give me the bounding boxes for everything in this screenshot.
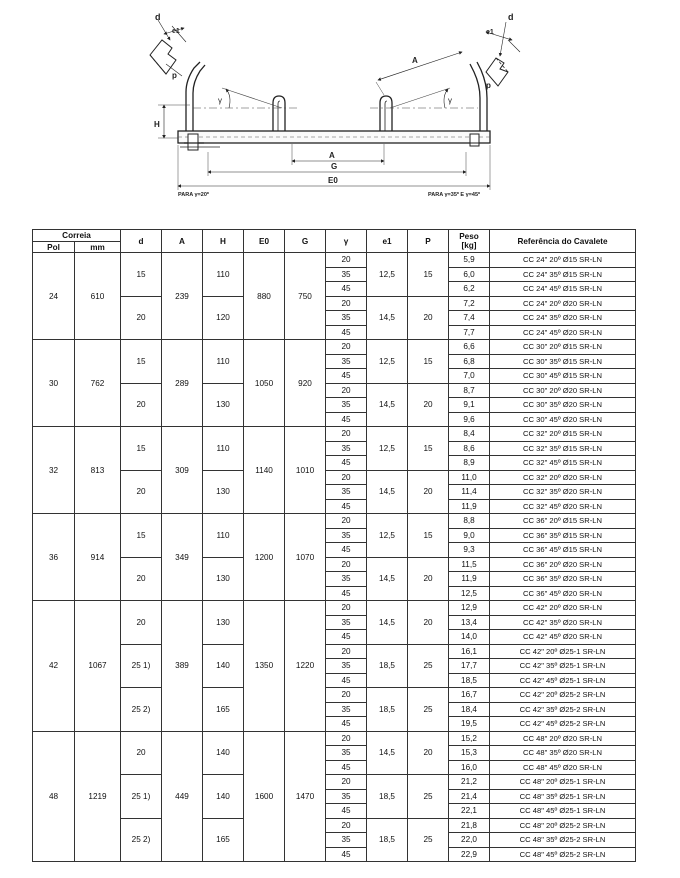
cell-d: 15	[121, 514, 162, 558]
header-G: G	[285, 230, 326, 253]
wing-rod-right	[470, 64, 480, 131]
cell-e1: 14,5	[367, 601, 408, 645]
cell-A: 289	[162, 340, 203, 427]
cell-E0: 1050	[244, 340, 285, 427]
cell-ref: CC 36" 35º Ø20 SR-LN	[490, 572, 636, 587]
header-ref: Referência do Cavalete	[490, 230, 636, 253]
cell-y: 45	[326, 586, 367, 601]
cell-ref: CC 36" 20º Ø15 SR-LN	[490, 514, 636, 529]
cell-y: 35	[326, 354, 367, 369]
label-e1-left: e1	[172, 28, 180, 35]
label-d-left: d	[155, 12, 161, 22]
cell-P: 15	[408, 253, 449, 297]
cell-y: 45	[326, 369, 367, 384]
cell-E0: 880	[244, 253, 285, 340]
cell-e1: 14,5	[367, 557, 408, 601]
table-row	[33, 514, 636, 529]
label-p-right: p	[486, 81, 491, 90]
cell-peso: 6,2	[449, 282, 490, 297]
cell-E0: 1200	[244, 514, 285, 601]
cell-d: 25 1)	[121, 775, 162, 819]
cell-H: 130	[203, 601, 244, 645]
cell-peso: 16,0	[449, 760, 490, 775]
cell-ref: CC 32" 20º Ø20 SR-LN	[490, 470, 636, 485]
cell-A: 389	[162, 601, 203, 732]
cell-G: 1070	[285, 514, 326, 601]
cell-H: 130	[203, 383, 244, 427]
cell-ref: CC 48" 45º Ø20 SR-LN	[490, 760, 636, 775]
cell-e1: 14,5	[367, 470, 408, 514]
cell-y: 20	[326, 688, 367, 703]
cell-d: 15	[121, 253, 162, 297]
header-mm: mm	[75, 242, 121, 253]
cell-e1: 12,5	[367, 427, 408, 471]
table-row	[33, 340, 636, 355]
header-d: d	[121, 230, 162, 253]
cell-A: 309	[162, 427, 203, 514]
cell-y: 20	[326, 644, 367, 659]
cell-ref: CC 36" 45º Ø20 SR-LN	[490, 586, 636, 601]
table-row	[33, 296, 636, 311]
cell-y: 20	[326, 470, 367, 485]
table-row	[33, 601, 636, 616]
cell-y: 20	[326, 731, 367, 746]
cell-peso: 12,5	[449, 586, 490, 601]
cell-d: 20	[121, 557, 162, 601]
cell-mm: 914	[75, 514, 121, 601]
label-gamma-right: γ	[448, 96, 452, 105]
cell-peso: 21,4	[449, 789, 490, 804]
cell-ref: CC 42" 35º Ø25-1 SR-LN	[490, 659, 636, 674]
cell-ref: CC 30" 20º Ø20 SR-LN	[490, 383, 636, 398]
cell-peso: 11,9	[449, 499, 490, 514]
cell-y: 20	[326, 427, 367, 442]
cell-y: 45	[326, 673, 367, 688]
cell-e1: 18,5	[367, 775, 408, 819]
cell-ref: CC 48" 20º Ø20 SR-LN	[490, 731, 636, 746]
table-row	[33, 557, 636, 572]
cell-peso: 16,1	[449, 644, 490, 659]
label-d-right: d	[508, 12, 514, 22]
cell-y: 35	[326, 267, 367, 282]
cell-y: 35	[326, 789, 367, 804]
cell-e1: 12,5	[367, 340, 408, 384]
cell-peso: 11,5	[449, 557, 490, 572]
cell-y: 35	[326, 659, 367, 674]
label-gamma-left: γ	[218, 96, 222, 105]
cell-pol: 48	[33, 731, 75, 862]
cell-ref: CC 30" 45º Ø15 SR-LN	[490, 369, 636, 384]
cell-P: 25	[408, 775, 449, 819]
cell-y: 20	[326, 775, 367, 790]
cell-P: 25	[408, 644, 449, 688]
spec-table	[32, 229, 636, 862]
cell-peso: 22,9	[449, 847, 490, 862]
label-A: A	[329, 151, 335, 160]
cell-P: 20	[408, 557, 449, 601]
cell-H: 140	[203, 731, 244, 775]
cell-y: 45	[326, 412, 367, 427]
cell-peso: 18,4	[449, 702, 490, 717]
cell-E0: 1350	[244, 601, 285, 732]
cell-peso: 11,9	[449, 572, 490, 587]
cell-ref: CC 42" 45º Ø25-1 SR-LN	[490, 673, 636, 688]
cell-H: 110	[203, 514, 244, 558]
header-e1: e1	[367, 230, 408, 253]
spec-table-body	[33, 253, 636, 862]
cell-ref: CC 48" 45º Ø25-2 SR-LN	[490, 847, 636, 862]
cell-peso: 6,0	[449, 267, 490, 282]
cell-ref: CC 30" 35º Ø15 SR-LN	[490, 354, 636, 369]
cell-ref: CC 36" 20º Ø20 SR-LN	[490, 557, 636, 572]
cell-A: 239	[162, 253, 203, 340]
cell-H: 140	[203, 775, 244, 819]
cell-mm: 762	[75, 340, 121, 427]
cell-peso: 14,0	[449, 630, 490, 645]
cell-y: 45	[326, 760, 367, 775]
cell-d: 25 2)	[121, 688, 162, 732]
cell-ref: CC 30" 35º Ø20 SR-LN	[490, 398, 636, 413]
cell-peso: 18,5	[449, 673, 490, 688]
cell-d: 25 2)	[121, 818, 162, 862]
cell-y: 45	[326, 456, 367, 471]
cell-ref: CC 24" 45º Ø20 SR-LN	[490, 325, 636, 340]
cell-G: 750	[285, 253, 326, 340]
table-row	[33, 253, 636, 268]
cell-ref: CC 32" 35º Ø20 SR-LN	[490, 485, 636, 500]
header-correia: Correia	[33, 230, 121, 242]
cell-P: 20	[408, 731, 449, 775]
cell-e1: 18,5	[367, 818, 408, 862]
cell-peso: 16,7	[449, 688, 490, 703]
cell-y: 20	[326, 818, 367, 833]
cell-peso: 8,8	[449, 514, 490, 529]
cell-peso: 8,7	[449, 383, 490, 398]
cell-pol: 32	[33, 427, 75, 514]
cell-y: 35	[326, 833, 367, 848]
cell-y: 35	[326, 702, 367, 717]
cell-e1: 14,5	[367, 383, 408, 427]
cell-ref: CC 36" 35º Ø15 SR-LN	[490, 528, 636, 543]
cell-peso: 7,0	[449, 369, 490, 384]
cell-H: 165	[203, 818, 244, 862]
cell-y: 20	[326, 340, 367, 355]
cell-y: 35	[326, 311, 367, 326]
cell-mm: 1219	[75, 731, 121, 862]
cell-peso: 21,2	[449, 775, 490, 790]
cell-ref: CC 42" 35º Ø25-2 SR-LN	[490, 702, 636, 717]
cell-peso: 6,8	[449, 354, 490, 369]
cell-P: 20	[408, 383, 449, 427]
cell-ref: CC 42" 45º Ø20 SR-LN	[490, 630, 636, 645]
cell-e1: 18,5	[367, 644, 408, 688]
cell-y: 35	[326, 441, 367, 456]
cell-peso: 9,1	[449, 398, 490, 413]
cell-ref: CC 32" 45º Ø20 SR-LN	[490, 499, 636, 514]
cell-ref: CC 48" 20º Ø25-1 SR-LN	[490, 775, 636, 790]
cell-y: 35	[326, 746, 367, 761]
detail-bracket-left	[150, 20, 186, 76]
technical-drawing	[0, 0, 680, 215]
cell-peso: 22,0	[449, 833, 490, 848]
cell-ref: CC 48" 35º Ø25-2 SR-LN	[490, 833, 636, 848]
cell-peso: 17,7	[449, 659, 490, 674]
cell-d: 20	[121, 601, 162, 645]
cell-d: 20	[121, 470, 162, 514]
label-p-left: p	[172, 71, 177, 80]
cell-ref: CC 48" 45º Ø25-1 SR-LN	[490, 804, 636, 819]
cell-peso: 8,4	[449, 427, 490, 442]
label-e1-right: e1	[486, 29, 494, 36]
cell-peso: 15,3	[449, 746, 490, 761]
cell-ref: CC 24" 35º Ø20 SR-LN	[490, 311, 636, 326]
header-y: γ	[326, 230, 367, 253]
cell-ref: CC 36" 45º Ø15 SR-LN	[490, 543, 636, 558]
cell-mm: 813	[75, 427, 121, 514]
header-H: H	[203, 230, 244, 253]
cell-G: 920	[285, 340, 326, 427]
header-E0: E0	[244, 230, 285, 253]
cell-ref: CC 30" 20º Ø15 SR-LN	[490, 340, 636, 355]
cell-P: 20	[408, 296, 449, 340]
cell-E0: 1140	[244, 427, 285, 514]
cell-ref: CC 24" 20º Ø20 SR-LN	[490, 296, 636, 311]
cell-y: 20	[326, 514, 367, 529]
cell-d: 15	[121, 340, 162, 384]
cell-ref: CC 24" 45º Ø15 SR-LN	[490, 282, 636, 297]
table-row	[33, 470, 636, 485]
table-row	[33, 383, 636, 398]
cell-peso: 9,0	[449, 528, 490, 543]
header-peso: Peso [kg]	[449, 230, 490, 253]
cell-ref: CC 30" 45º Ø20 SR-LN	[490, 412, 636, 427]
cell-e1: 18,5	[367, 688, 408, 732]
cell-peso: 11,0	[449, 470, 490, 485]
cell-y: 35	[326, 485, 367, 500]
cell-y: 35	[326, 528, 367, 543]
cell-pol: 36	[33, 514, 75, 601]
cell-y: 20	[326, 296, 367, 311]
cell-ref: CC 24" 35º Ø15 SR-LN	[490, 267, 636, 282]
cell-y: 20	[326, 601, 367, 616]
table-row	[33, 688, 636, 703]
cell-e1: 14,5	[367, 296, 408, 340]
cell-peso: 6,6	[449, 340, 490, 355]
cell-y: 45	[326, 325, 367, 340]
cell-H: 165	[203, 688, 244, 732]
cell-y: 45	[326, 847, 367, 862]
cell-peso: 9,3	[449, 543, 490, 558]
cell-ref: CC 48" 35º Ø20 SR-LN	[490, 746, 636, 761]
cell-P: 20	[408, 601, 449, 645]
cell-y: 35	[326, 615, 367, 630]
cell-ref: CC 42" 20º Ø25-1 SR-LN	[490, 644, 636, 659]
cell-P: 25	[408, 818, 449, 862]
table-row	[33, 775, 636, 790]
cell-y: 45	[326, 804, 367, 819]
cell-peso: 21,8	[449, 818, 490, 833]
cell-H: 110	[203, 253, 244, 297]
cell-H: 110	[203, 427, 244, 471]
cell-G: 1470	[285, 731, 326, 862]
cell-peso: 8,6	[449, 441, 490, 456]
cell-H: 130	[203, 470, 244, 514]
cell-peso: 7,7	[449, 325, 490, 340]
label-para20: PARA γ=20º	[178, 192, 209, 198]
cell-y: 45	[326, 543, 367, 558]
cell-P: 15	[408, 427, 449, 471]
cell-y: 20	[326, 557, 367, 572]
cell-G: 1220	[285, 601, 326, 732]
cell-P: 15	[408, 514, 449, 558]
cell-y: 35	[326, 398, 367, 413]
cell-P: 20	[408, 470, 449, 514]
cell-peso: 9,6	[449, 412, 490, 427]
cell-peso: 8,9	[449, 456, 490, 471]
cell-ref: CC 42" 45º Ø25-2 SR-LN	[490, 717, 636, 732]
cell-y: 20	[326, 383, 367, 398]
cell-A: 449	[162, 731, 203, 862]
label-para35: PARA γ=35º E γ=45º	[428, 192, 481, 198]
cell-y: 20	[326, 253, 367, 268]
table-row	[33, 644, 636, 659]
cell-ref: CC 48" 20º Ø25-2 SR-LN	[490, 818, 636, 833]
cell-peso: 15,2	[449, 731, 490, 746]
cell-d: 20	[121, 296, 162, 340]
cell-pol: 42	[33, 601, 75, 732]
cell-peso: 22,1	[449, 804, 490, 819]
cell-ref: CC 42" 20º Ø25-2 SR-LN	[490, 688, 636, 703]
cell-pol: 30	[33, 340, 75, 427]
cell-peso: 5,9	[449, 253, 490, 268]
cell-peso: 7,2	[449, 296, 490, 311]
cell-mm: 610	[75, 253, 121, 340]
label-E0: E0	[328, 176, 338, 185]
cell-y: 45	[326, 282, 367, 297]
cell-d: 15	[121, 427, 162, 471]
cell-mm: 1067	[75, 601, 121, 732]
cell-y: 35	[326, 572, 367, 587]
cell-peso: 7,4	[449, 311, 490, 326]
cell-e1: 12,5	[367, 514, 408, 558]
cell-y: 45	[326, 630, 367, 645]
cell-d: 25 1)	[121, 644, 162, 688]
label-A-wing: A	[412, 56, 418, 65]
cell-G: 1010	[285, 427, 326, 514]
cell-ref: CC 32" 45º Ø15 SR-LN	[490, 456, 636, 471]
cell-ref: CC 24" 20º Ø15 SR-LN	[490, 253, 636, 268]
cell-ref: CC 32" 35º Ø15 SR-LN	[490, 441, 636, 456]
header-pol: Pol	[33, 242, 75, 253]
table-row	[33, 818, 636, 833]
cell-y: 45	[326, 717, 367, 732]
cell-ref: CC 42" 35º Ø20 SR-LN	[490, 615, 636, 630]
cell-peso: 19,5	[449, 717, 490, 732]
label-G: G	[331, 162, 338, 171]
cell-peso: 12,9	[449, 601, 490, 616]
cell-peso: 11,4	[449, 485, 490, 500]
cell-d: 20	[121, 383, 162, 427]
cell-d: 20	[121, 731, 162, 775]
cell-ref: CC 32" 20º Ø15 SR-LN	[490, 427, 636, 442]
table-row	[33, 731, 636, 746]
cell-H: 140	[203, 644, 244, 688]
cell-ref: CC 42" 20º Ø20 SR-LN	[490, 601, 636, 616]
cell-H: 110	[203, 340, 244, 384]
header-A: A	[162, 230, 203, 253]
cell-e1: 12,5	[367, 253, 408, 297]
cell-A: 349	[162, 514, 203, 601]
cell-H: 130	[203, 557, 244, 601]
cell-e1: 14,5	[367, 731, 408, 775]
cell-H: 120	[203, 296, 244, 340]
table-row	[33, 427, 636, 442]
header-P: P	[408, 230, 449, 253]
cell-E0: 1600	[244, 731, 285, 862]
cell-peso: 13,4	[449, 615, 490, 630]
cell-y: 45	[326, 499, 367, 514]
label-H: H	[154, 120, 160, 129]
cell-P: 15	[408, 340, 449, 384]
cell-P: 25	[408, 688, 449, 732]
cell-ref: CC 48" 35º Ø25-1 SR-LN	[490, 789, 636, 804]
cell-pol: 24	[33, 253, 75, 340]
